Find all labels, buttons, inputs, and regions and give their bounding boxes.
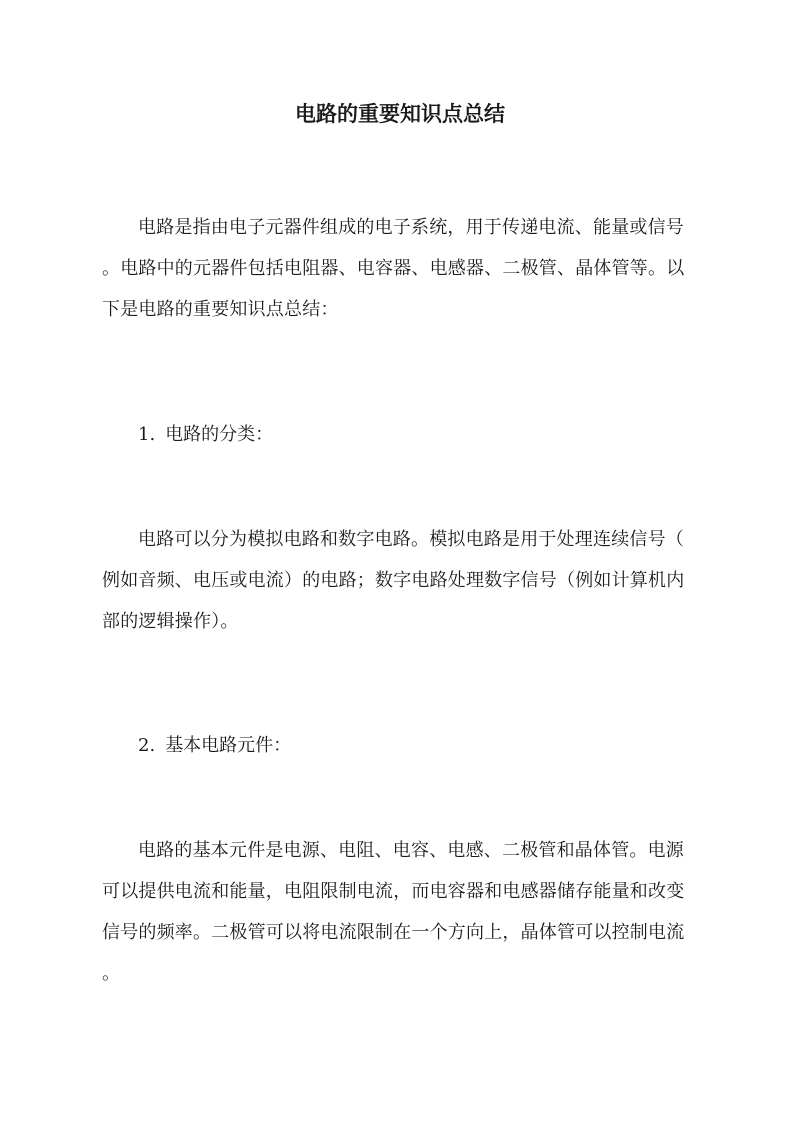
section-heading-2 (138, 725, 291, 766)
paragraph-line: 信号的频率。二极管可以将电流限制在一个方向上，晶体管可以控制电流 (102, 922, 685, 943)
paragraph-line: 电路的基本元件是电源、电阻、电容、电感、二极管和晶体管。电源 (138, 840, 684, 861)
paragraph-line: 下是电路的重要知识点总结： (102, 299, 339, 320)
section-heading-text: 基本电路元件： (165, 735, 292, 756)
paragraph-line: 部的逻辑操作）。 (102, 611, 239, 632)
paragraph-line: 。 (102, 963, 121, 984)
section-heading-1 (138, 414, 273, 455)
paragraph-line: 可以提供电流和能量，电阻限制电流，而电容器和电感器储存能量和改变 (102, 881, 685, 902)
section-number: 1. (138, 424, 156, 445)
section-heading-text: 电路的分类： (165, 424, 274, 445)
paragraph-line: 电路可以分为模拟电路和数字电路。模拟电路是用于处理连续信号（ (138, 529, 684, 550)
document-title: 电路的重要知识点总结 (295, 101, 505, 126)
paragraph-line: 。电路中的元器件包括电阻器、电容器、电感器、二极管、晶体管等。以 (102, 258, 685, 279)
section-number: 2. (138, 735, 156, 756)
paragraph-line: 例如音频、电压或电流）的电路；数字电路处理数字信号（例如计算机内 (102, 570, 685, 591)
intro-paragraph (102, 207, 698, 330)
section-2-paragraph (102, 830, 698, 994)
section-1-paragraph (102, 519, 698, 642)
paragraph-line: 电路是指由电子元器件组成的电子系统，用于传递电流、能量或信号 (138, 217, 684, 238)
